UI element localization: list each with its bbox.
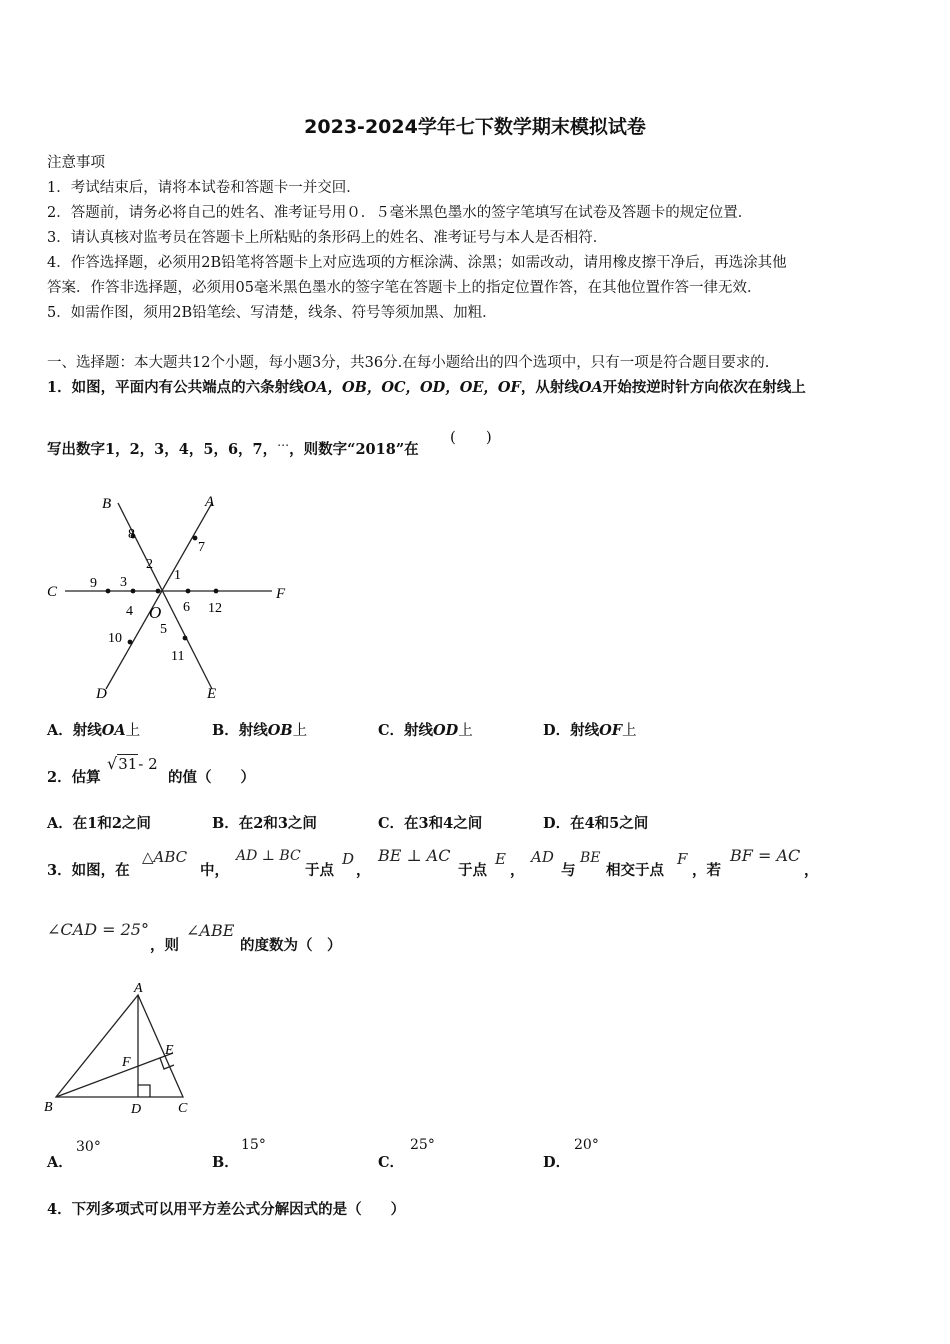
q2-suffix: 的值（ ） [168,769,255,786]
q1-option-c: C．射线OD上 [378,722,473,739]
q2-option-c: C．在3和4之间 [378,815,483,832]
point-d: D [96,686,107,702]
q1-option-d: D．射线OF上 [543,722,637,739]
point-o: O [149,603,162,622]
page-title: 2023-2024学年七下数学期末模拟试卷 [304,116,646,138]
q3-option-a-label: A． [47,1154,73,1171]
q3-option-a-value: 30° [76,1139,101,1155]
q1-answer-paren: ( ) [450,428,492,446]
num-5: 5 [160,622,167,637]
num-12: 12 [208,601,222,616]
q2-option-b: B．在2和3之间 [212,815,317,832]
q2-option-a: A．在1和2之间 [47,815,151,832]
num-2: 2 [146,557,153,572]
point-b: B [102,496,112,512]
q3-text-2: 中， [200,862,229,879]
point-a: A [205,494,215,510]
q3-text-3: 于点 [305,862,334,879]
q3-option-d-value: 20° [574,1137,599,1153]
q3-option-c-label: C． [378,1154,405,1171]
tri-label-f: F [122,1055,131,1070]
num-3: 3 [120,575,127,590]
q1-rays-figure [40,488,300,702]
q3-text-9: ，若 [692,862,721,879]
q3-math-bf-ac: BF = AC [730,846,801,865]
num-9: 9 [90,576,97,591]
q3-option-c-value: 25° [410,1137,435,1153]
tri-label-e: E [165,1043,174,1058]
q3-math-ad: AD [531,848,554,866]
q2-prefix: 2．估算 [47,769,101,786]
notice-heading: 注意事项 [47,155,105,171]
num-7: 7 [198,540,205,555]
q3-text-1: 3．如图，在 [47,862,130,879]
tri-label-a: A [134,982,143,996]
q1-option-b: B．射线OB上 [212,722,308,739]
tri-label-b: B [44,1100,53,1115]
num-8: 8 [128,527,135,542]
q4-text: 4．下列多项式可以用平方差公式分解因式的是（ ） [47,1201,406,1218]
q3-math-angle-abe: ∠ABE [186,921,235,940]
q1-line1: 1．如图，平面内有公共端点的六条射线OA，OB，OC，OD，OE，OF，从射线OA开始按逆时针方向依次在射线上 [47,379,806,396]
tri-label-d: D [131,1102,142,1117]
q1-option-a: A．射线OA上 [47,722,141,739]
q3-triangle-figure [40,982,210,1118]
q3-text-4: ， [356,862,371,879]
point-e: E [207,686,217,702]
num-11: 11 [171,649,185,664]
q1-line2: 写出数字1，2，3，4，5，6，7，…，则数字“2018”在 [47,435,419,458]
q3-option-b-value: 15° [241,1137,266,1153]
q3-math-be-ac: BE ⊥ AC [378,846,451,865]
notice-item-4-cont: 答案．作答非选择题，必须用05毫米黑色墨水的签字笔在答题卡上的指定位置作答，在其他位置作答一律无效． [47,280,762,296]
num-6: 6 [183,600,190,615]
q3-math-be: BE [580,850,601,866]
q3-math-ad-bc: AD ⊥ BC [236,848,301,864]
q3-math-triangle: △ABC [142,848,188,866]
notice-item-2: 2．答题前，请务必将自己的姓名、准考证号用０．５毫米黑色墨水的签字笔填写在试卷及答题卡的规定位置． [47,205,753,221]
q3-text-12: 的度数为（ ） [240,937,342,954]
q3-text-11: ，则 [150,937,179,954]
tri-label-c: C [178,1101,188,1116]
q3-option-d-label: D． [543,1154,571,1171]
q3-math-d: D [342,850,355,868]
notice-item-5: 5．如需作图，须用2B铅笔绘、写清楚，线条、符号等须加黑、加粗． [47,305,497,321]
num-1: 1 [174,568,181,583]
q3-math-angle-cad: ∠CAD = 25° [47,920,149,939]
notice-item-1: 1．考试结束后，请将本试卷和答题卡一并交回． [47,180,361,196]
point-c: C [47,584,58,600]
q2-option-d: D．在4和5之间 [543,815,649,832]
section-heading: 一、选择题：本大题共12个小题，每小题3分，共36分.在每小题给出的四个选项中，只有一项是符合题目要求的. [47,355,770,371]
q3-text-10: ， [804,862,819,879]
point-f: F [276,586,286,602]
q3-text-5: 于点 [458,862,487,879]
q2-expression: √31- 2 [107,754,158,773]
q3-text-6: ， [510,862,525,879]
q3-option-b-label: B． [212,1154,239,1171]
num-4: 4 [126,604,133,619]
q3-text-7: 与 [561,862,576,879]
notice-item-4: 4．作答选择题，必须用2B铅笔将答题卡上对应选项的方框涂满、涂黑；如需改动，请用橡皮擦干净后，再选涂其他 [47,255,787,271]
notice-item-3: 3．请认真核对监考员在答题卡上所粘贴的条形码上的姓名、准考证号与本人是否相符． [47,230,608,246]
num-10: 10 [108,631,122,646]
q3-math-f: F [677,850,688,868]
q3-math-e: E [495,850,506,868]
q3-text-8: 相交于点 [606,862,664,879]
